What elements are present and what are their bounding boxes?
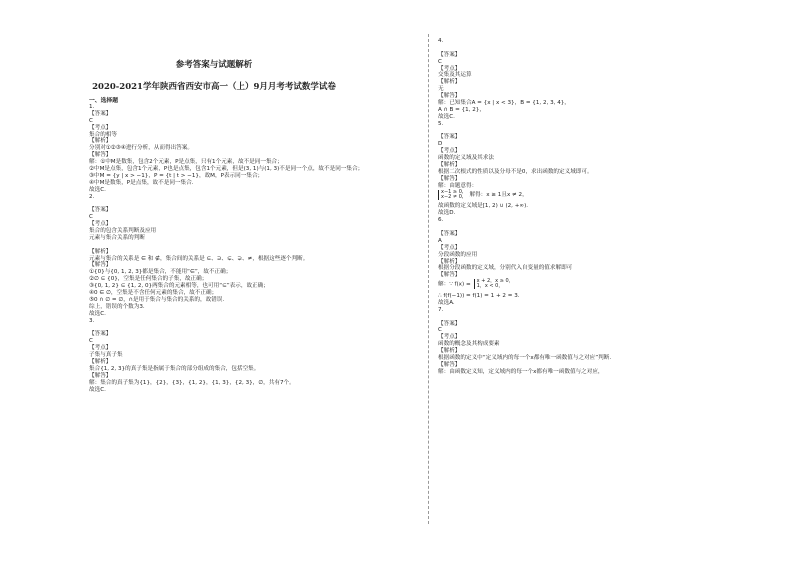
left-line: 分别对①②③④进行分析，从而得出答案。 <box>89 145 193 152</box>
right-line: 【解析】 <box>438 348 461 355</box>
right-line: ∴ f(f(−1)) = f(1) = 1 + 2 = 3. <box>438 292 520 299</box>
right-line: 6. <box>438 217 444 224</box>
left-line: 故选C. <box>89 386 106 393</box>
function-lead: 解：∵ f(x) = <box>438 281 471 288</box>
exam-title: 2020-2021学年陕西省西安市高一（上）9月月考考试数学试卷 <box>92 82 336 92</box>
left-line: ①{0}与{0, 1, 2, 3}都是集合，不能用“∈”，故不正确； <box>89 269 232 276</box>
left-line: 【解答】 <box>89 152 112 159</box>
equation-system <box>438 190 463 200</box>
left-line: C <box>89 117 93 124</box>
left-line: 【解析】 <box>89 138 112 145</box>
right-line <box>438 314 768 321</box>
right-line: 函数的概念及其构成要素 <box>438 341 500 348</box>
right-line: 【解答】 <box>438 93 461 100</box>
right-line: 【考点】 <box>438 334 461 341</box>
right-line: 交集及其运算 <box>438 72 472 79</box>
left-line <box>89 200 419 207</box>
left-line: ②中M是点集，包含1个元素，P也是点集，包含1个元素，但是(3, 1)与(1, 3)不是同一个点，故不是同一集合； <box>89 166 364 173</box>
right-line: 【解析】 <box>438 258 461 265</box>
right-line: A <box>438 237 442 244</box>
right-line: 【解答】 <box>438 272 461 279</box>
right-line: 解：由题意得： <box>438 182 478 189</box>
right-line: 【答案】 <box>438 320 461 327</box>
right-line: 【考点】 <box>438 244 461 251</box>
left-line <box>89 325 419 332</box>
left-line: ④0 ∈ ∅，空集是不含任何元素的集合，故不正确； <box>89 290 218 297</box>
left-line: ③中M = {y | x > −1}，P = {t | t > −1}，故M，P表示同一集合； <box>89 172 264 179</box>
right-line: 5. <box>438 120 444 127</box>
right-line: 分段函数的应用 <box>438 251 478 258</box>
left-line: C <box>89 214 93 221</box>
right-line <box>438 128 768 135</box>
right-line: 函数的定义域及其求法 <box>438 155 494 162</box>
left-line: 【解答】 <box>89 372 112 379</box>
right-line: 【解析】 <box>438 79 461 86</box>
left-line: 解：集合的真子集为{1}，{2}，{3}，{1, 2}，{1, 3}，{2, 3}，∅，共有7个。 <box>89 379 295 386</box>
right-line: C <box>438 58 442 65</box>
left-line: ②∅ ⊆ {0}，空集是任何集合的子集，故正确； <box>89 276 208 283</box>
left-line: 3. <box>89 317 95 324</box>
left-line: 【解析】 <box>89 358 112 365</box>
right-line <box>438 190 768 204</box>
page-title: 参考答案与试题解析 <box>175 60 253 70</box>
right-line: 根据函数的定义中“定义域内的每一个x都有唯一函数值与之对应”判断. <box>438 355 612 361</box>
left-line: 元素与集合的关系是 ∈ 和 ∉，集合间的关系是 ⊆、⊇、⊊、⊋、≠，根据这些逐个判断。 <box>89 255 309 262</box>
case-row: 1，x < 0， <box>476 283 504 290</box>
right-line: A ∩ B = {1, 2}， <box>438 106 485 113</box>
left-line: 【答案】 <box>89 331 112 338</box>
right-line: 根据分段函数的定义域，分别代入自变量的值求解即可 <box>438 265 573 272</box>
left-line: 元素与集合关系的判断 <box>89 234 145 241</box>
right-line: 【解答】 <box>438 361 461 368</box>
left-line: 集合{1, 2, 3}的真子集是指属于集合的部分组成的集合，包括空集。 <box>89 365 260 372</box>
left-line: ④中M是数集，P是点集，故不是同一集合. <box>89 179 194 186</box>
left-line: 子集与真子集 <box>89 352 123 359</box>
right-line: 根据二次根式的性质以及分母不是0，求出函数的定义域即可。 <box>438 168 593 175</box>
right-line: 【答案】 <box>438 51 461 58</box>
left-line: 2. <box>89 193 95 200</box>
left-column <box>89 104 419 393</box>
right-line: 解：由函数定义知，定义域内的每一个x都有唯一函数值与之对应， <box>438 368 604 375</box>
left-line: 综上，错误的个数为3. <box>89 303 145 310</box>
right-line: 无 <box>438 86 444 93</box>
right-line <box>438 45 768 52</box>
right-line: 故选C. <box>438 113 455 120</box>
left-line: ⑤0 ∩ ∅ = ∅，∩是用于集合与集合的关系的，故错误. <box>89 296 225 303</box>
right-line: 故函数的定义域是[1, 2) ∪ (2, +∞). <box>438 203 529 210</box>
left-line: 【考点】 <box>89 124 112 131</box>
left-line: 故选C. <box>89 310 106 317</box>
right-line: 【解答】 <box>438 175 461 182</box>
left-line: 【答案】 <box>89 207 112 214</box>
column-divider <box>428 34 429 524</box>
left-line: ③{0, 1, 2} ⊆ {1, 2, 0}两集合的元素相等，也可用“⊆”表示，故正确； <box>89 283 269 290</box>
left-line: 集合的相等 <box>89 131 117 138</box>
solution-text: 解得：x ≥ 1且x ≠ 2， <box>469 192 528 199</box>
right-line: 【考点】 <box>438 148 461 155</box>
left-line: 【考点】 <box>89 345 112 352</box>
left-line <box>89 242 419 249</box>
right-line: 【考点】 <box>438 65 461 72</box>
case-row: x + 2，x ≥ 0， <box>476 278 514 285</box>
right-line <box>438 279 768 293</box>
left-line: C <box>89 338 93 345</box>
left-line: 1. <box>89 104 95 110</box>
right-line <box>438 224 768 231</box>
left-line: 集合的包含关系判断及应用 <box>89 228 157 235</box>
left-line: 【考点】 <box>89 221 112 228</box>
right-column <box>438 38 768 376</box>
piecewise-function <box>474 279 514 289</box>
right-line: D <box>438 141 443 148</box>
left-line: 【解答】 <box>89 262 112 269</box>
right-line: 【答案】 <box>438 134 461 141</box>
right-line: 故选D. <box>438 210 456 217</box>
left-line: 【解析】 <box>89 248 112 255</box>
right-line: 【解析】 <box>438 162 461 169</box>
left-line: 【答案】 <box>89 110 112 117</box>
right-line: C <box>438 327 442 334</box>
section-heading: 一、选择题 <box>89 98 118 104</box>
system-row: x−1 ≥ 0, <box>441 188 464 195</box>
left-line: 故选C. <box>89 186 106 193</box>
right-line: 【答案】 <box>438 230 461 237</box>
system-row: x−2 ≠ 0, <box>441 193 464 200</box>
right-line: 7. <box>438 306 444 313</box>
left-line: 解：①中M是数集，包含2个元素，P是点集，只有1个元素，故不是同一集合； <box>89 159 283 166</box>
right-line: 故选A. <box>438 299 455 306</box>
right-line: 解：已知集合A = {x | x < 3}，B = {1, 2, 3, 4}， <box>438 100 570 107</box>
right-line: 4. <box>438 38 444 44</box>
